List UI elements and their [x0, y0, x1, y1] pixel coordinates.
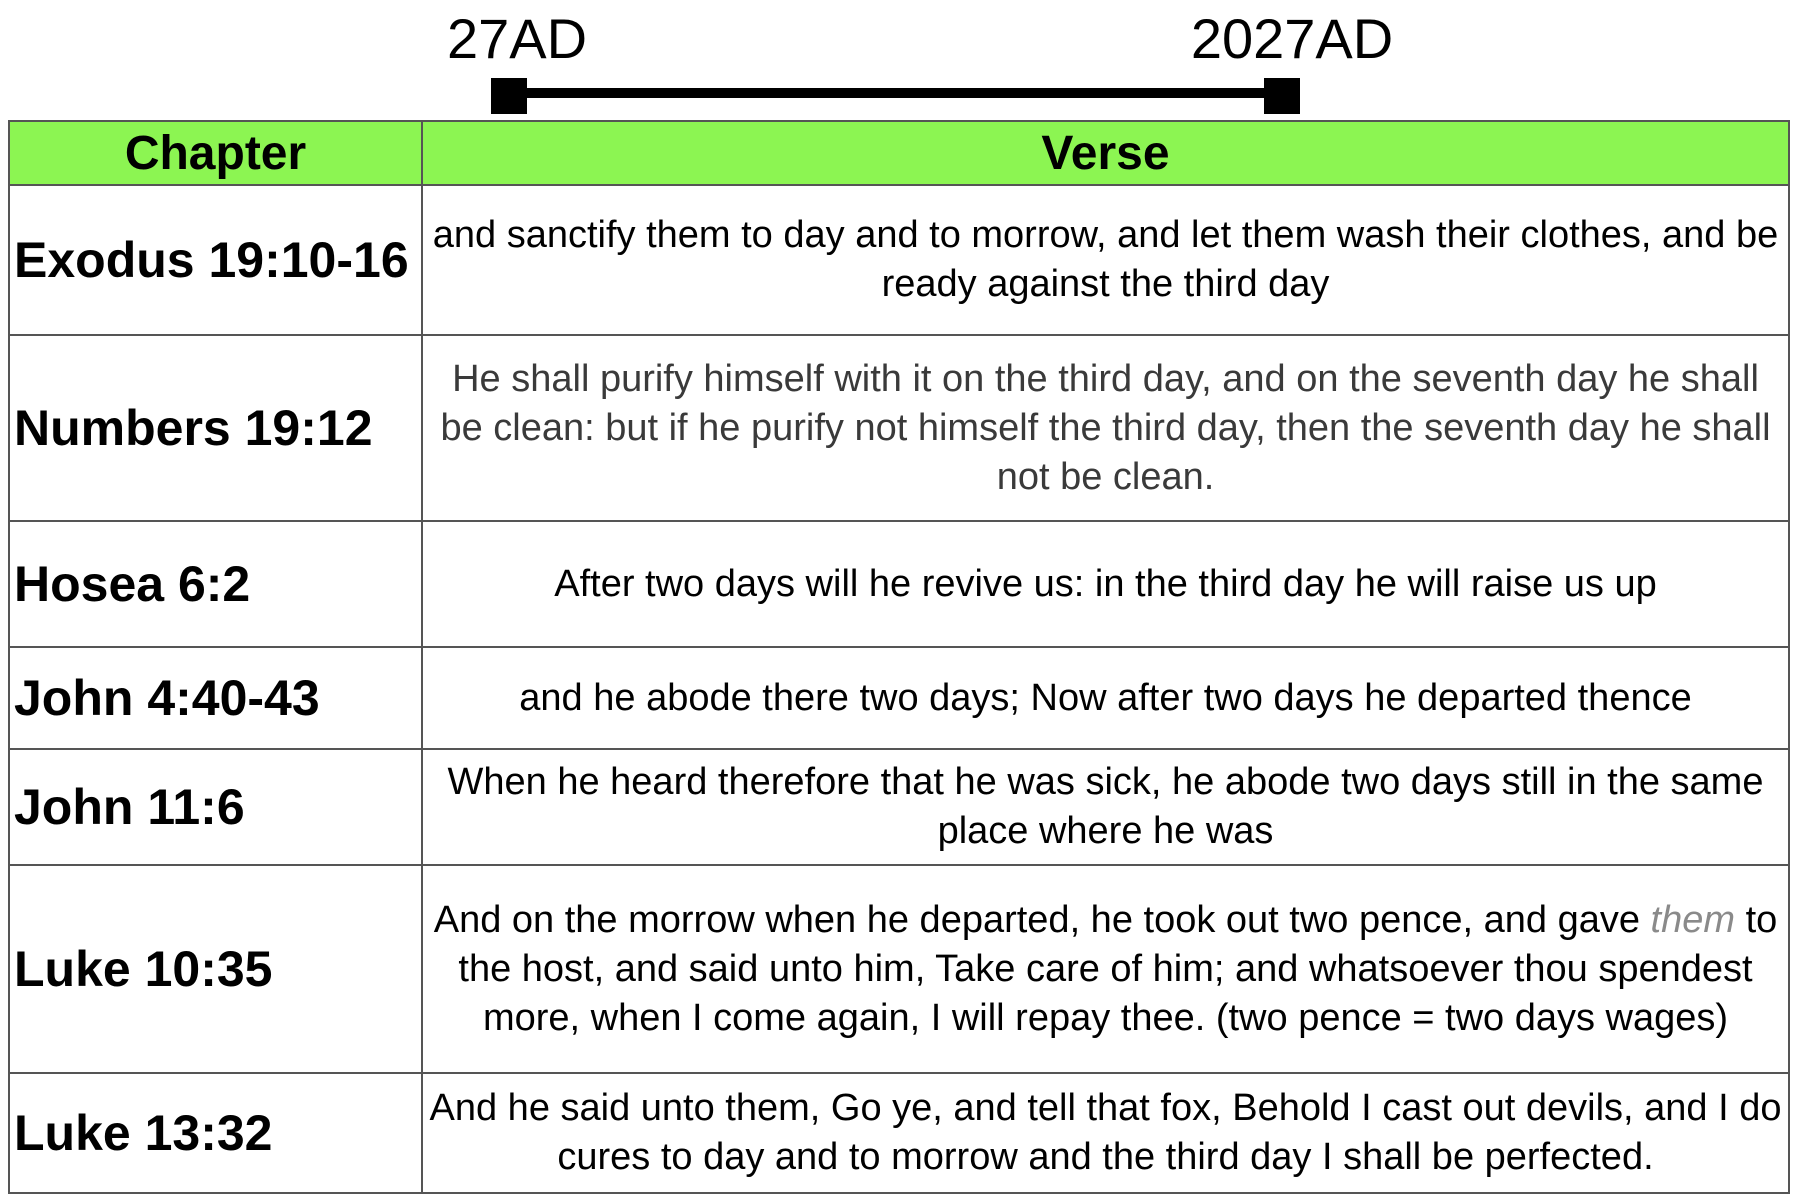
timeline-bar — [520, 88, 1280, 98]
verse-text-before: And on the morrow when he departed, he took out two pence, and gave — [433, 898, 1651, 941]
chapter-cell: Exodus 19:10-16 — [9, 185, 422, 335]
verse-text-italic: them — [1650, 898, 1736, 941]
timeline-end-marker — [1264, 78, 1300, 114]
timeline-start-label: 27AD — [446, 7, 588, 70]
table-row — [9, 185, 1789, 335]
table-row — [9, 521, 1789, 647]
chapter-cell: Luke 13:32 — [9, 1073, 422, 1193]
verse-cell: And he said unto them, Go ye, and tell that fox, Behold I cast out devils, and I do cures to day and to morrow and the third day I shall be perfected. — [422, 1073, 1789, 1193]
verse-cell: After two days will he revive us: in the third day he will raise us up — [422, 521, 1789, 647]
chapter-cell: Numbers 19:12 — [9, 335, 422, 521]
verse-cell: When he heard therefore that he was sick, he abode two days still in the same place where he was — [422, 749, 1789, 865]
table-row — [9, 647, 1789, 749]
table-row — [9, 749, 1789, 865]
table-row — [9, 1073, 1789, 1193]
verse-table — [8, 120, 1790, 1194]
table-row — [9, 335, 1789, 521]
chapter-cell: John 11:6 — [9, 749, 422, 865]
chapter-cell: Luke 10:35 — [9, 865, 422, 1073]
chapter-cell: John 4:40-43 — [9, 647, 422, 749]
verse-cell: and sanctify them to day and to morrow, and let them wash their clothes, and be ready against the third day — [422, 185, 1789, 335]
timeline-end-label: 2027AD — [1190, 7, 1394, 70]
table-header-row — [9, 121, 1789, 185]
timeline — [0, 0, 1795, 120]
verse-text-after: to the host, and said unto him, Take care of him; and whatsoever thou spendest more, when I come again, I will repay thee. (two pence = two days wages) — [458, 898, 1778, 1039]
verse-column-header: Verse — [422, 121, 1789, 185]
table-row — [9, 865, 1789, 1073]
verse-cell: He shall purify himself with it on the third day, and on the seventh day he shall be clean: but if he purify not himself the third day, then the seventh day he shall not be clean. — [422, 335, 1789, 521]
verse-cell: and he abode there two days; Now after two days he departed thence — [422, 647, 1789, 749]
chapter-column-header: Chapter — [9, 121, 422, 185]
chapter-cell: Hosea 6:2 — [9, 521, 422, 647]
verse-cell — [422, 865, 1789, 1073]
